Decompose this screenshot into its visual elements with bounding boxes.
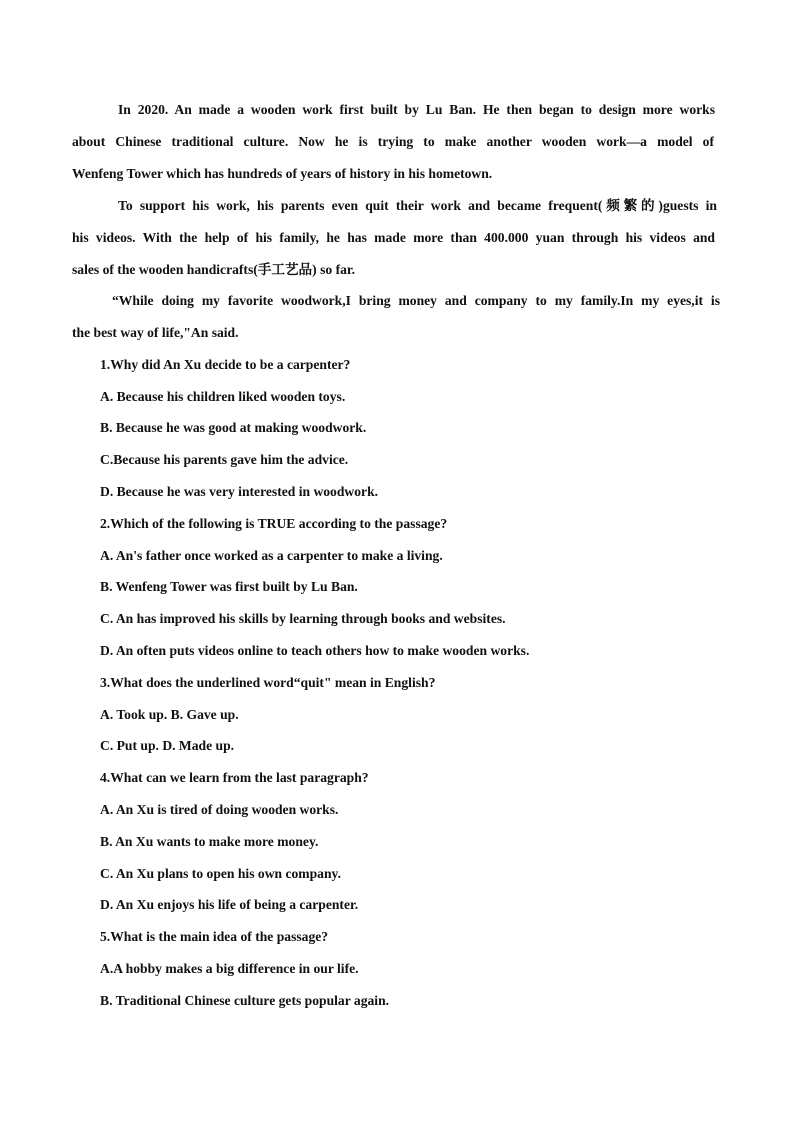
passage-p1-line-1: In 2020. An made a wooden work first built by Lu Ban. He then began to design more works (118, 102, 715, 117)
question-4-option-c: C. An Xu plans to open his own company. (100, 866, 341, 881)
question-1-stem: 1.Why did An Xu decide to be a carpenter? (100, 357, 351, 372)
question-3-stem: 3.What does the underlined word“quit" mean in English? (100, 675, 436, 690)
question-2-stem: 2.Which of the following is TRUE according to the passage? (100, 516, 448, 531)
question-4-option-b: B. An Xu wants to make more money. (100, 834, 319, 849)
question-2-option-c: C. An has improved his skills by learning through books and websites. (100, 611, 506, 626)
question-5-option-a: A.A hobby makes a big difference in our life. (100, 961, 359, 976)
question-2-option-b: B. Wenfeng Tower was first built by Lu Ban. (100, 579, 358, 594)
passage-p2-line-3: sales of the wooden handicrafts(手工艺品) so far. (72, 262, 356, 277)
question-1-option-b: B. Because he was good at making woodwork. (100, 420, 367, 435)
question-2-option-a: A. An's father once worked as a carpenter to make a living. (100, 548, 443, 563)
passage-p1-line-3: Wenfeng Tower which has hundreds of years of history in his hometown. (72, 166, 493, 181)
question-5-stem: 5.What is the main idea of the passage? (100, 929, 329, 944)
question-4-option-d: D. An Xu enjoys his life of being a carpenter. (100, 897, 359, 912)
passage-p2-line-1: To support his work, his parents even quit their work and became frequent(频繁的)guests in (118, 198, 717, 213)
question-3-options-ab: A. Took up. B. Gave up. (100, 707, 239, 722)
question-1-option-c: C.Because his parents gave him the advice. (100, 452, 349, 467)
passage-p3-line-1: “While doing my favorite woodwork,I bring money and company to my family.In my eyes,it is (112, 293, 720, 308)
question-2-option-d: D. An often puts videos online to teach others how to make wooden works. (100, 643, 530, 658)
passage-p3-line-2: the best way of life,"An said. (72, 325, 239, 340)
question-4-stem: 4.What can we learn from the last paragraph? (100, 770, 369, 785)
question-1-option-a: A. Because his children liked wooden toys. (100, 389, 346, 404)
question-5-option-b: B. Traditional Chinese culture gets popular again. (100, 993, 390, 1008)
question-4-option-a: A. An Xu is tired of doing wooden works. (100, 802, 339, 817)
passage-p2-line-2: his videos. With the help of his family, he has made more than 400.000 yuan through his videos and (72, 230, 715, 245)
question-3-options-cd: C. Put up. D. Made up. (100, 738, 235, 753)
passage-p1-line-2: about Chinese traditional culture. Now he is trying to make another wooden work—a model of (72, 134, 714, 149)
question-1-option-d: D. Because he was very interested in woodwork. (100, 484, 379, 499)
